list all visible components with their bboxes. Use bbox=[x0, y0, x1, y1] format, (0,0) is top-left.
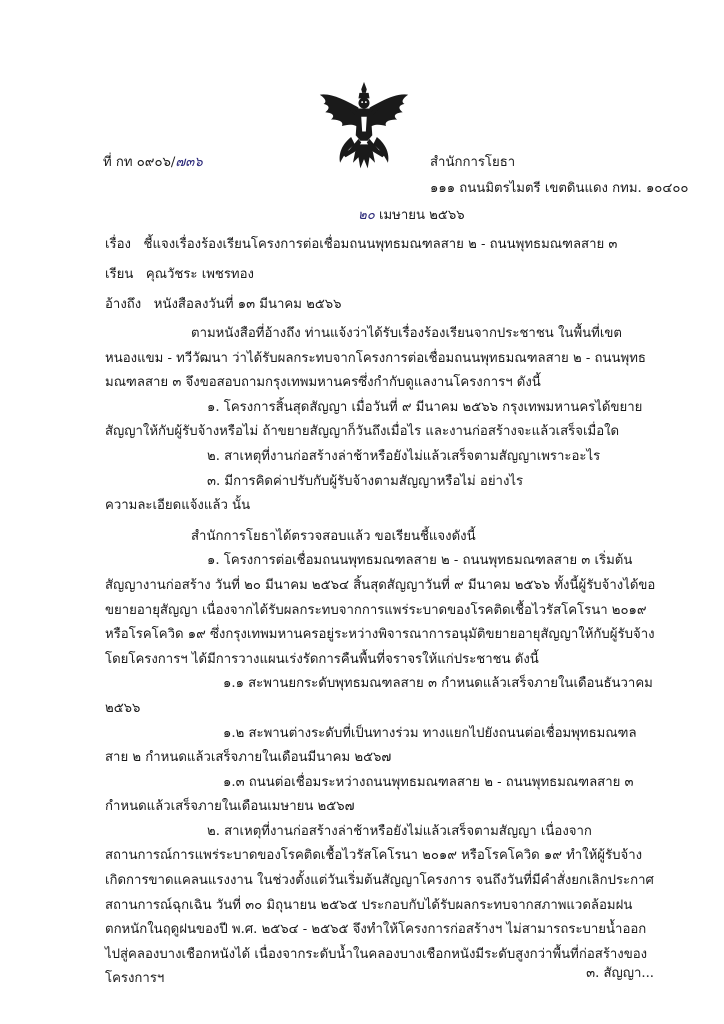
reference-line bbox=[105, 296, 342, 314]
answer-item-1-1: ๑.๑ สะพานยกระดับพุทธมณฑลสาย ๓ กำหนดแล้วเสร็จภายในเดือนธันวาคม ๒๕๖๖ bbox=[105, 676, 653, 716]
letter-body bbox=[105, 322, 657, 992]
answer-item-1-3: ๑.๓ ถนนต่อเชื่อมระหว่างถนนพุทธมณฑลสาย ๒ - ถนนพุทธมณฑลสาย ๓ กำหนดแล้วเสร็จภายในเดือนเมษายน ๒๕๖๗ bbox=[105, 774, 634, 815]
answer-item-1: ๑. โครงการต่อเชื่อมถนนพุทธมณฑลสาย ๒ - ถนนพุทธมณฑลสาย ๓ เริ่มต้นสัญญางานก่อสร้าง วันที่ ๒๐ มีนาคม ๒๕๖๔ สิ้นสุดสัญญาวันที่ ๙ มีนาคม ๒๕๖๖ ทั้งนี้ผู้รับจ้างได้ขอขยายอายุสัญญา เนื่องจากได้รับผลกระทบจากการแพร่ระบาดของโรคติดเชื้อไวรัสโคโรนา ๒๐๑๙ หรือโรคโควิด ๑๙ ซึ่งกรุงเทพมหานครอยู่ระหว่างพิจารณาการอนุมัติขยายอายุสัญญาให้กับผู้รับจ้าง โดยโครงการฯ ได้มีการวางแผนเร่งรัดการคืนพื้นที่จราจรให้แก่ประชาชน ดังนี้ bbox=[105, 553, 656, 667]
recipient-name: คุณวัชระ เพชรทอง bbox=[145, 267, 254, 282]
document-number-handwritten: ๗๓๖ bbox=[175, 155, 203, 170]
subject-text: ชี้แจงเรื่องร้องเรียนโครงการต่อเชื่อมถนนพุทธมณฑลสาย ๒ - ถนนพุทธมณฑลสาย ๓ bbox=[143, 237, 618, 252]
office-name: สำนักการโยธา bbox=[430, 155, 516, 170]
question-closing: ความละเอียดแจ้งแล้ว นั้น bbox=[105, 498, 251, 514]
reference-text: หนังสือลงวันที่ ๑๓ มีนาคม ๒๕๖๖ bbox=[153, 297, 342, 312]
subject-label: เรื่อง bbox=[105, 237, 131, 252]
answer-item-2: ๒. สาเหตุที่งานก่อสร้างล่าช้าหรือยังไม่แล้วเสร็จตามสัญญา เนื่องจากสถานการณ์การแพร่ระบาดของโรคติดเชื้อไวรัสโคโรนา ๒๐๑๙ หรือโรคโควิด ๑๙ ทำให้ผู้รับจ้างเกิดการขาดแคลนแรงงาน ในช่วงตั้งแต่วันเริ่มต้นสัญญาโครงการ จนถึงวันที่มีคำสั่งยกเลิกประกาศสถานการณ์ฉุกเฉิน วันที่ ๓๐ มิถุนายน ๒๕๖๕ ประกอบกับได้รับผลกระทบจากสภาพแวดล้อมฝนตกหนักในฤดูฝนของปี พ.ศ. ๒๕๖๔ - ๒๕๖๕ จึงทำให้โครงการก่อสร้างฯ ไม่สามารถระบายน้ำออกไปสู่คลองบางเชือกหนังได้ เนื่องจากระดับน้ำในคลองบางเชือกหนังมีระดับสูงกว่าพื้นที่ก่อสร้างของโครงการฯ bbox=[105, 823, 654, 987]
salutation-line bbox=[105, 266, 254, 284]
office-address: ๑๑๑ ถนนมิตรไมตรี เขตดินแดง กทม. ๑๐๔๐๐ bbox=[430, 181, 689, 196]
salutation-label: เรียน bbox=[105, 267, 134, 282]
question-item-1: ๑. โครงการสิ้นสุดสัญญา เมื่อวันที่ ๙ มีนาคม ๒๕๖๖ กรุงเทพมหานครได้ขยายสัญญาให้กับผู้รับจ้างหรือไม่ ถ้าขยายสัญญาก็วันถึงเมื่อไร และงานก่อสร้างจะแล้วเสร็จเมื่อใด bbox=[105, 399, 643, 440]
garuda-emblem-icon bbox=[318, 80, 410, 172]
body-paragraph-response: สำนักการโยธาได้ตรวจสอบแล้ว ขอเรียนชี้แจงดังนี้ bbox=[191, 528, 476, 544]
letter-date bbox=[358, 207, 465, 225]
subject-line bbox=[105, 236, 617, 254]
reference-label: อ้างถึง bbox=[105, 297, 142, 312]
answer-item-1-2: ๑.๒ สะพานต่างระดับที่เป็นทางร่วม ทางแยกไปยังถนนต่อเชื่อมพุทธมณฑลสาย ๒ กำหนดแล้วเสร็จภายในเดือนมีนาคม ๒๕๖๗ bbox=[105, 725, 637, 766]
body-paragraph-intro: ตามหนังสือที่อ้างถึง ท่านแจ้งว่าได้รับเรื่องร้องเรียนจากประชาชน ในพื้นที่เขตหนองแขม - ทวีวัฒนา ว่าได้รับผลกระทบจากโครงการต่อเชื่อมถนนพุทธมณฑลสาย ๒ - ถนนพุทธมณฑลสาย ๓ จึงขอสอบถามกรุงเทพมหานครซึ่งกำกับดูแลงานโครงการฯ ดังนี้ bbox=[105, 326, 646, 391]
question-item-2: ๒. สาเหตุที่งานก่อสร้างล่าช้าหรือยังไม่แล้วเสร็จตามสัญญาเพราะอะไร bbox=[207, 448, 601, 464]
page-continuation: ๓. สัญญา... bbox=[586, 966, 654, 981]
date-day-handwritten: ๒๐ bbox=[358, 208, 375, 223]
date-month-year: เมษายน ๒๕๖๖ bbox=[378, 208, 465, 223]
document-number-prefix: ที่ กท ๐๙๐๖/ bbox=[103, 155, 176, 170]
question-item-3: ๓. มีการคิดค่าปรับกับผู้รับจ้างตามสัญญาหรือไม่ อย่างไร bbox=[207, 473, 524, 489]
document-number bbox=[103, 154, 203, 172]
